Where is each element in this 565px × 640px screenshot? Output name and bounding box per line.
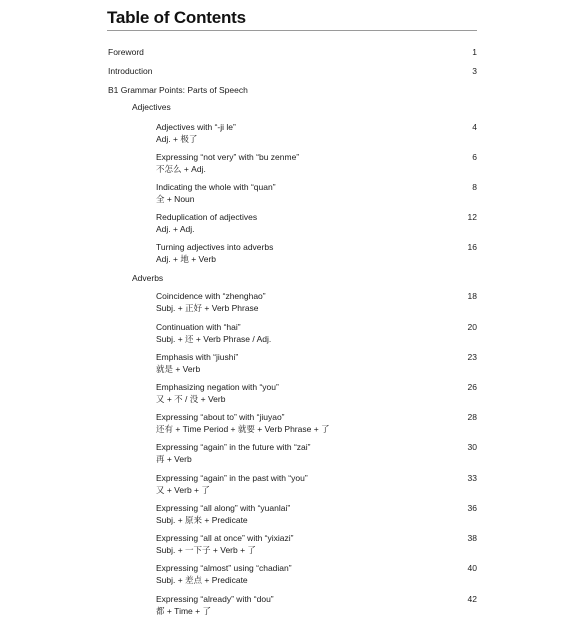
toc-entry[interactable] [0,321,565,351]
toc-entry[interactable] [0,290,565,320]
page-title: Table of Contents [107,8,246,27]
toc-entry[interactable] [0,472,565,502]
toc-entry-page-number: 12 [467,212,477,222]
toc-entry-pattern: Subj. + 原来 + Predicate [156,515,248,525]
toc-subsection-heading: Adverbs [132,273,164,283]
toc-entry-pattern: 全 + Noun [156,194,195,204]
toc-entry-page-number: 28 [467,412,477,422]
toc-entry[interactable] [0,593,565,623]
toc-entry-label: Introduction [108,66,153,76]
toc-entry-pattern: Adj. + 地 + Verb [156,254,217,264]
toc-entry[interactable] [0,441,565,471]
toc-entry-label: Expressing “all along” with “yuanlai” [156,503,291,513]
toc-entry-page-number: 3 [472,66,477,76]
toc-entry-pattern: 不怎么 + Adj. [156,164,206,174]
toc-entry-label: Expressing “again” in the future with “zai” [156,442,311,452]
toc-entry-page-number: 40 [467,563,477,573]
toc-entry-page-number: 42 [467,594,477,604]
toc-entry-label: Indicating the whole with “quan” [156,182,276,192]
toc-entry[interactable] [0,351,565,381]
toc-entry[interactable] [0,502,565,532]
toc-entry[interactable] [0,381,565,411]
title-divider [107,30,477,31]
toc-entry-page-number: 23 [467,352,477,362]
toc-subsection-heading: Adjectives [132,102,171,112]
toc-entry-pattern: 又 + Verb + 了 [156,485,210,495]
toc-entry-pattern: 再 + Verb [156,454,192,464]
toc-entry-label: Coincidence with “zhenghao” [156,291,266,301]
toc-entry-page-number: 26 [467,382,477,392]
toc-entry[interactable] [0,562,565,592]
toc-entry-label: Expressing “about to” with “jiuyao” [156,412,285,422]
toc-entry-label: Foreword [108,47,144,57]
toc-entry-page-number: 6 [472,152,477,162]
toc-entry-page-number: 18 [467,291,477,301]
toc-entry-page-number: 33 [467,473,477,483]
toc-entry-pattern: Subj. + 正好 + Verb Phrase [156,303,259,313]
toc-entry[interactable] [0,211,565,241]
toc-entry-pattern: 就是 + Verb [156,364,201,374]
toc-entry[interactable] [0,241,565,271]
toc-entry-label: Expressing “almost” using “chadian” [156,563,292,573]
toc-entry-pattern: 还有 + Time Period + 就要 + Verb Phrase + 了 [156,424,330,434]
toc-entry[interactable] [0,532,565,562]
toc-entry-label: Expressing “already” with “dou” [156,594,274,604]
toc-entry-label: Turning adjectives into adverbs [156,242,274,252]
toc-entry-pattern: Subj. + 还 + Verb Phrase / Adj. [156,334,272,344]
toc-entry-label: Reduplication of adjectives [156,212,258,222]
toc-entry-page-number: 36 [467,503,477,513]
toc-entry-page-number: 4 [472,122,477,132]
toc-entry-pattern: Subj. + 差点 + Predicate [156,575,248,585]
toc-entry-pattern: Adj. + 极了 [156,134,198,144]
toc-entry-label: Expressing “again” in the past with “you” [156,473,308,483]
toc-entry[interactable] [0,151,565,181]
toc-entry-pattern: Adj. + Adj. [156,224,195,234]
toc-entry-label: Expressing “all at once” with “yixiazi” [156,533,294,543]
toc-entry-page-number: 16 [467,242,477,252]
toc-entry-page-number: 20 [467,322,477,332]
toc-entry-label: Continuation with “hai” [156,322,241,332]
toc-entry-label: Emphasis with “jiushi” [156,352,239,362]
toc-entry-pattern: 又 + 不 / 没 + Verb [156,394,226,404]
toc-entry-pattern: 都 + Time + 了 [156,606,211,616]
toc-entry-page-number: 38 [467,533,477,543]
toc-section-heading: B1 Grammar Points: Parts of Speech [108,85,248,95]
toc-entry-label: Emphasizing negation with “you” [156,382,279,392]
toc-entry[interactable] [0,181,565,211]
toc-entry-label: Expressing “not very” with “bu zenme” [156,152,300,162]
toc-entry-pattern: Subj. + 一下子 + Verb + 了 [156,545,256,555]
toc-entry-page-number: 1 [472,47,477,57]
toc-entry-page-number: 30 [467,442,477,452]
toc-entry-page-number: 8 [472,182,477,192]
toc-entry-label: Adjectives with “-ji le” [156,122,236,132]
toc-entry[interactable] [0,121,565,151]
toc-entry[interactable] [0,411,565,441]
